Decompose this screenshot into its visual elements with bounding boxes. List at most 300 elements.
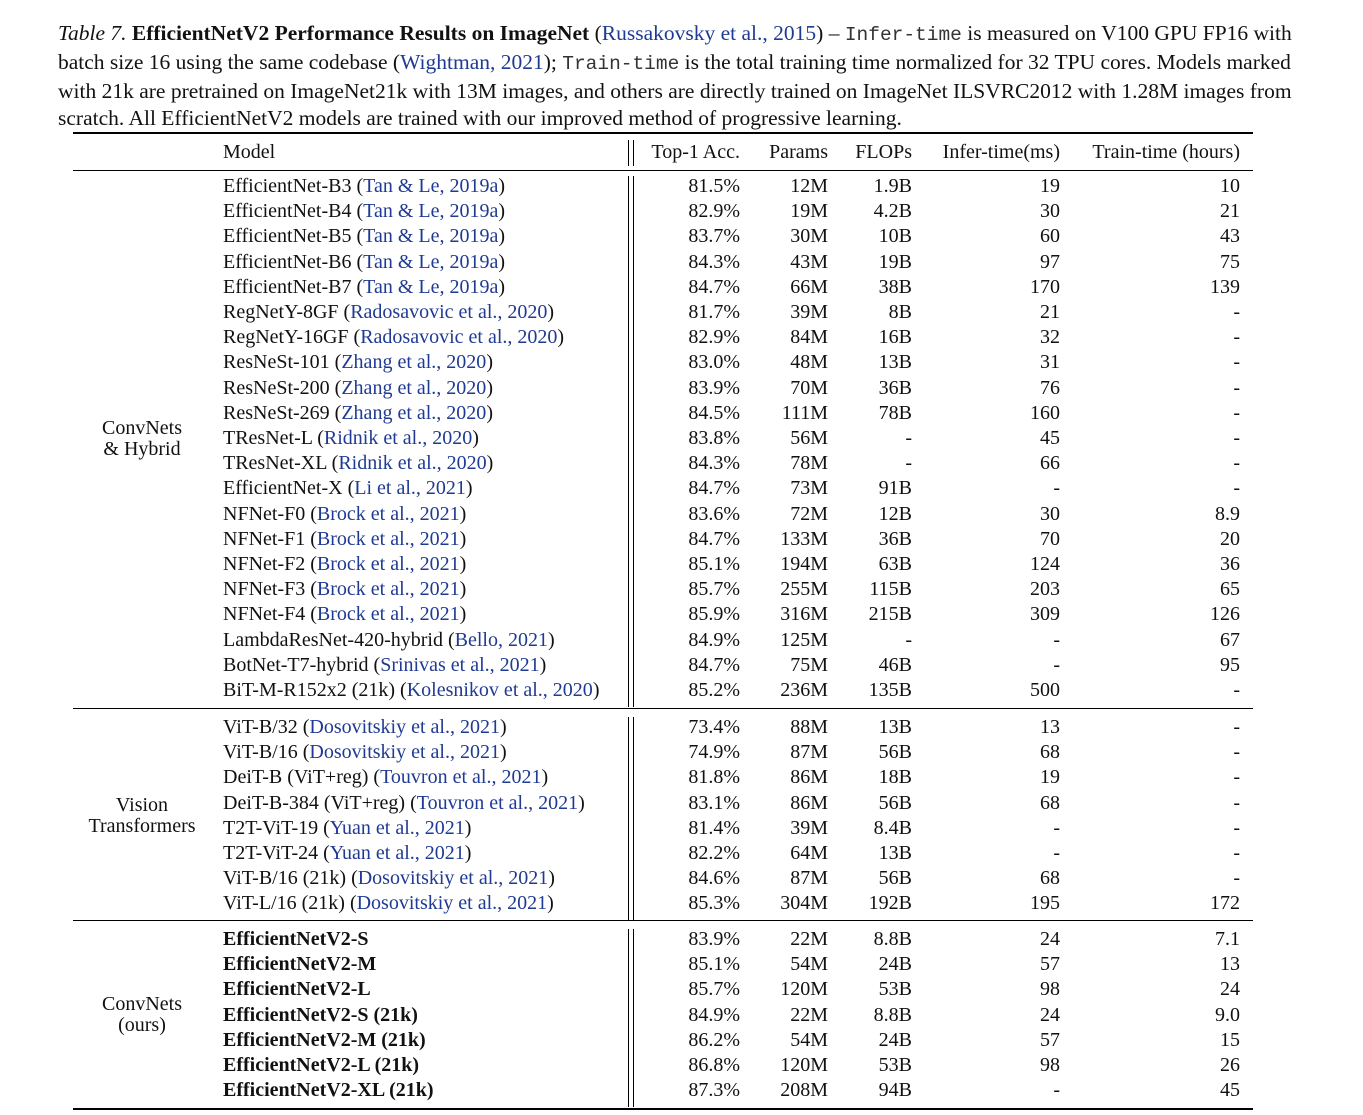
header-train: Train-time (hours): [1092, 141, 1240, 163]
train-cell: 10: [1220, 175, 1240, 197]
citation-link[interactable]: Touvron et al., 2021: [380, 766, 542, 789]
params-cell: 12M: [790, 175, 828, 197]
citation-link[interactable]: Dosovitskiy et al., 2021: [309, 741, 500, 764]
infer-cell: 31: [1040, 351, 1060, 374]
train-cell: -: [1233, 427, 1240, 449]
model-name: BiT-M-R152x2 (21k): [223, 679, 396, 701]
params-cell: 316M: [780, 603, 828, 626]
infer-cell: 57: [1040, 953, 1060, 976]
train-cell: 21: [1220, 200, 1240, 223]
acc-cell: 84.7%: [688, 527, 740, 550]
group-label: [73, 795, 211, 837]
header-double-rule: [628, 140, 634, 166]
infer-cell: 19: [1040, 175, 1060, 197]
caption-text: );: [543, 50, 563, 74]
model-cell: ViT-B/16 (Dosovitskiy et al., 2021): [223, 741, 507, 764]
citation-link[interactable]: Tan & Le, 2019a: [363, 250, 499, 273]
citation-link[interactable]: Dosovitskiy et al., 2021: [356, 892, 548, 915]
table-title: EfficientNetV2 Performance Results on ImageNet: [131, 21, 590, 45]
params-cell: 64M: [790, 842, 828, 864]
train-cell: -: [1233, 452, 1240, 475]
model-cell: TResNet-XL (Ridnik et al., 2020): [223, 452, 494, 475]
citation-link[interactable]: Brock et al., 2021: [316, 578, 460, 601]
infer-cell: -: [1053, 816, 1060, 839]
citation-link[interactable]: Yuan et al., 2021: [329, 842, 465, 864]
citation-link[interactable]: Wightman, 2021: [400, 50, 544, 74]
citation-link[interactable]: Srinivas et al., 2021: [380, 653, 540, 676]
model-name: EfficientNetV2-M: [223, 953, 377, 976]
infer-cell: 24: [1040, 928, 1060, 950]
model-cell: NFNet-F2 (Brock et al., 2021): [223, 553, 467, 575]
caption-text: is the total training time normalized for 32 TPU cores. Models marked with 21k are pretrained on ImageNet21k with 13M images, and others are directly trained on ImageNet ILSVRC2012 with 1.28M images from scratch. All EfficientNetV2 models are trained with our improved method of progressive learning.: [58, 50, 1292, 130]
model-name: EfficientNetV2-L (21k): [223, 1054, 420, 1076]
infer-cell: 66: [1040, 452, 1060, 475]
model-name: EfficientNet-B5: [223, 225, 352, 248]
model-cell: DeiT-B-384 (ViT+reg) (Touvron et al., 2021): [223, 791, 585, 814]
citation-link[interactable]: Zhang et al., 2020: [341, 401, 487, 424]
params-cell: 66M: [790, 275, 828, 298]
model-name: LambdaResNet-420-hybrid: [223, 628, 443, 651]
infer-cell: 98: [1040, 978, 1060, 1001]
caption-code: Infer-time: [844, 24, 962, 46]
citation-link[interactable]: Brock et al., 2021: [316, 553, 460, 575]
infer-cell: 70: [1040, 527, 1060, 550]
train-cell: 9.0: [1215, 1003, 1240, 1026]
acc-cell: 83.9%: [688, 928, 740, 950]
flops-cell: 38B: [878, 275, 912, 298]
acc-cell: 84.3%: [688, 250, 740, 273]
citation-link[interactable]: Ridnik et al., 2020: [323, 427, 473, 449]
citation-link[interactable]: Radosavovic et al., 2020: [360, 326, 558, 349]
model-name: NFNet-F4: [223, 603, 306, 626]
model-cell: [223, 1078, 434, 1102]
model-name: EfficientNetV2-L: [223, 978, 371, 1001]
model-cell: EfficientNet-B5 (Tan & Le, 2019a): [223, 225, 506, 248]
train-cell: -: [1233, 842, 1240, 864]
caption-code: Train-time: [562, 53, 680, 75]
model-cell: LambdaResNet-420-hybrid (Bello, 2021): [223, 628, 555, 651]
model-name: EfficientNetV2-XL (21k): [223, 1079, 434, 1102]
group-label-line1: Vision: [115, 793, 169, 816]
table-top-rule: [73, 132, 1253, 134]
params-cell: 133M: [780, 527, 828, 550]
train-cell: 36: [1220, 553, 1240, 575]
infer-cell: 98: [1040, 1054, 1060, 1076]
acc-cell: 85.2%: [688, 679, 740, 701]
train-cell: -: [1233, 867, 1240, 890]
model-cell: DeiT-B (ViT+reg) (Touvron et al., 2021): [223, 766, 549, 789]
model-name: EfficientNet-B3: [223, 175, 352, 197]
train-cell: -: [1233, 326, 1240, 349]
model-name: NFNet-F2: [223, 553, 306, 575]
caption-text: is measured on V100 GPU FP16 with batch size 16 using the same codebase (: [58, 21, 1292, 74]
acc-cell: 86.8%: [688, 1054, 740, 1076]
acc-cell: 83.0%: [688, 351, 740, 374]
infer-cell: 13: [1040, 716, 1060, 738]
flops-cell: -: [905, 452, 912, 475]
flops-cell: 19B: [878, 250, 912, 273]
model-cell: [223, 977, 371, 1001]
citation-link[interactable]: Zhang et al., 2020: [341, 376, 487, 399]
caption-text: –: [823, 21, 845, 45]
flops-cell: -: [905, 427, 912, 449]
infer-cell: -: [1053, 842, 1060, 864]
acc-cell: 85.9%: [688, 603, 740, 626]
acc-cell: 85.7%: [688, 578, 740, 601]
acc-cell: 81.5%: [688, 175, 740, 197]
infer-cell: 45: [1040, 427, 1060, 449]
acc-cell: 82.9%: [688, 326, 740, 349]
params-cell: 22M: [790, 1003, 828, 1026]
infer-cell: 124: [1030, 553, 1060, 575]
train-cell: 95: [1220, 653, 1240, 676]
flops-cell: 56B: [878, 867, 912, 890]
group-label-line1: ConvNets: [102, 416, 182, 439]
params-cell: 84M: [790, 326, 828, 349]
params-cell: 125M: [780, 628, 828, 651]
header-flops: FLOPs: [855, 141, 912, 163]
infer-cell: 195: [1030, 892, 1060, 915]
model-name: EfficientNet-B7: [223, 275, 352, 298]
train-cell: 15: [1220, 1028, 1240, 1051]
acc-cell: 83.9%: [688, 376, 740, 399]
flops-cell: 13B: [878, 842, 912, 864]
infer-cell: 19: [1040, 766, 1060, 789]
model-name: ViT-B/32: [223, 716, 298, 738]
params-cell: 236M: [780, 679, 828, 701]
model-cell: T2T-ViT-24 (Yuan et al., 2021): [223, 842, 472, 864]
flops-cell: 24B: [878, 953, 912, 976]
flops-cell: 56B: [878, 791, 912, 814]
train-cell: -: [1233, 791, 1240, 814]
model-cell: EfficientNet-B3 (Tan & Le, 2019a): [223, 175, 506, 197]
params-cell: 48M: [790, 351, 828, 374]
acc-cell: 87.3%: [688, 1079, 740, 1102]
model-cell: TResNet-L (Ridnik et al., 2020): [223, 427, 479, 449]
acc-cell: 84.7%: [688, 275, 740, 298]
flops-cell: 115B: [869, 578, 912, 601]
model-name: EfficientNet-X: [223, 477, 343, 500]
flops-cell: 135B: [868, 679, 912, 701]
infer-cell: 97: [1040, 250, 1060, 273]
group-separator-rule: [73, 920, 1253, 921]
params-cell: 56M: [790, 427, 828, 449]
acc-cell: 73.4%: [688, 716, 740, 738]
flops-cell: 8.8B: [873, 1003, 912, 1026]
citation-link[interactable]: Brock et al., 2021: [316, 527, 460, 550]
train-cell: 43: [1220, 225, 1240, 248]
model-cell: EfficientNet-B4 (Tan & Le, 2019a): [223, 200, 506, 223]
citation-link[interactable]: Radosavovic et al., 2020: [350, 301, 548, 323]
infer-cell: 32: [1040, 326, 1060, 349]
infer-cell: 68: [1040, 791, 1060, 814]
flops-cell: 53B: [878, 978, 912, 1001]
params-cell: 78M: [790, 452, 828, 475]
params-cell: 120M: [780, 978, 828, 1001]
train-cell: 75: [1220, 250, 1240, 273]
citation-link[interactable]: Dosovitskiy et al., 2021: [357, 867, 549, 890]
params-cell: 73M: [790, 477, 828, 500]
infer-cell: 500: [1030, 679, 1060, 701]
flops-cell: 1.9B: [873, 175, 912, 197]
citation-link[interactable]: Tan & Le, 2019a: [363, 175, 499, 197]
flops-cell: 56B: [878, 741, 912, 764]
model-name: EfficientNetV2-S (21k): [223, 1003, 418, 1026]
model-cell: ViT-L/16 (21k) (Dosovitskiy et al., 2021): [223, 892, 554, 915]
train-cell: -: [1233, 766, 1240, 789]
model-name: TResNet-L: [223, 427, 313, 449]
group-label-line2: (ours): [118, 1014, 166, 1037]
model-cell: EfficientNet-B7 (Tan & Le, 2019a): [223, 275, 506, 298]
acc-cell: 85.3%: [688, 892, 740, 915]
acc-cell: 85.1%: [688, 553, 740, 575]
acc-cell: 84.9%: [688, 628, 740, 651]
table-label: Table 7.: [58, 21, 127, 45]
flops-cell: 4.2B: [873, 200, 912, 223]
acc-cell: 84.7%: [688, 477, 740, 500]
flops-cell: 16B: [878, 326, 912, 349]
acc-cell: 83.6%: [688, 502, 740, 525]
acc-cell: 74.9%: [688, 741, 740, 764]
model-name: EfficientNetV2-S: [223, 928, 369, 950]
model-cell: T2T-ViT-19 (Yuan et al., 2021): [223, 816, 472, 839]
citation-link[interactable]: Bello, 2021: [454, 628, 548, 651]
model-name: EfficientNetV2-M (21k): [223, 1028, 426, 1051]
model-cell: ViT-B/32 (Dosovitskiy et al., 2021): [223, 716, 507, 738]
params-cell: 22M: [790, 928, 828, 950]
model-cell: [223, 1053, 419, 1077]
acc-cell: 84.6%: [688, 867, 740, 890]
params-cell: 43M: [790, 250, 828, 273]
model-name: RegNetY-8GF: [223, 301, 339, 323]
citation-link[interactable]: Dosovitskiy et al., 2021: [309, 716, 500, 738]
group-label-line2: Transformers: [88, 814, 196, 837]
group-label: [73, 418, 211, 460]
train-cell: -: [1233, 679, 1240, 701]
model-name: DeiT-B-384 (ViT+reg): [223, 791, 406, 814]
params-cell: 86M: [790, 766, 828, 789]
citation-link[interactable]: Zhang et al., 2020: [341, 351, 487, 374]
flops-cell: 192B: [868, 892, 912, 915]
model-cell: ResNeSt-269 (Zhang et al., 2020): [223, 401, 493, 424]
infer-cell: 21: [1040, 301, 1060, 323]
citation-link[interactable]: Brock et al., 2021: [316, 603, 460, 626]
column-double-rule: [628, 176, 634, 707]
model-name: BotNet-T7-hybrid: [223, 653, 369, 676]
train-cell: 139: [1210, 275, 1240, 298]
infer-cell: 24: [1040, 1003, 1060, 1026]
infer-cell: 170: [1030, 275, 1060, 298]
params-cell: 255M: [780, 578, 828, 601]
flops-cell: 78B: [878, 401, 912, 424]
group-label: [73, 994, 211, 1036]
infer-cell: -: [1053, 477, 1060, 500]
model-cell: NFNet-F1 (Brock et al., 2021): [223, 527, 467, 550]
flops-cell: 12B: [878, 502, 912, 525]
infer-cell: -: [1053, 653, 1060, 676]
params-cell: 88M: [790, 716, 828, 738]
model-name: T2T-ViT-24: [223, 842, 319, 864]
group-label-line1: ConvNets: [102, 993, 182, 1016]
flops-cell: 46B: [878, 653, 912, 676]
flops-cell: 91B: [878, 477, 912, 500]
citation-link[interactable]: Yuan et al., 2021: [329, 816, 465, 839]
flops-cell: 63B: [878, 553, 912, 575]
model-name: ResNeSt-200: [223, 376, 330, 399]
params-cell: 208M: [780, 1079, 828, 1102]
flops-cell: 36B: [878, 527, 912, 550]
model-cell: RegNetY-16GF (Radosavovic et al., 2020): [223, 326, 565, 349]
infer-cell: 68: [1040, 867, 1060, 890]
acc-cell: 82.2%: [688, 842, 740, 864]
params-cell: 75M: [790, 653, 828, 676]
header-infer: Infer-time(ms): [942, 141, 1060, 163]
model-cell: EfficientNet-X (Li et al., 2021): [223, 477, 473, 500]
params-cell: 54M: [790, 1028, 828, 1051]
infer-cell: 309: [1030, 603, 1060, 626]
citation-link[interactable]: Brock et al., 2021: [316, 502, 460, 525]
params-cell: 72M: [790, 502, 828, 525]
model-cell: ResNeSt-101 (Zhang et al., 2020): [223, 351, 493, 374]
params-cell: 87M: [790, 867, 828, 890]
train-cell: 126: [1210, 603, 1240, 626]
train-cell: -: [1233, 401, 1240, 424]
flops-cell: 18B: [878, 766, 912, 789]
params-cell: 111M: [781, 401, 828, 424]
model-cell: BotNet-T7-hybrid (Srinivas et al., 2021): [223, 653, 547, 676]
acc-cell: 85.1%: [688, 953, 740, 976]
citation-link[interactable]: Tan & Le, 2019a: [363, 225, 499, 248]
acc-cell: 84.9%: [688, 1003, 740, 1026]
table-bottom-rule: [73, 1108, 1253, 1110]
citation-link[interactable]: Kolesnikov et al., 2020: [406, 679, 593, 701]
infer-cell: 68: [1040, 741, 1060, 764]
flops-cell: -: [905, 628, 912, 651]
model-name: ResNeSt-101: [223, 351, 330, 374]
model-name: NFNet-F3: [223, 578, 306, 601]
train-cell: 26: [1220, 1054, 1240, 1076]
train-cell: -: [1233, 477, 1240, 500]
params-cell: 54M: [790, 953, 828, 976]
acc-cell: 81.8%: [688, 766, 740, 789]
acc-cell: 86.2%: [688, 1028, 740, 1051]
model-cell: RegNetY-8GF (Radosavovic et al., 2020): [223, 301, 555, 323]
params-cell: 87M: [790, 741, 828, 764]
params-cell: 39M: [790, 301, 828, 323]
params-cell: 70M: [790, 376, 828, 399]
infer-cell: 30: [1040, 200, 1060, 223]
acc-cell: 81.4%: [688, 816, 740, 839]
model-name: ViT-B/16: [223, 741, 298, 764]
infer-cell: 76: [1040, 376, 1060, 399]
model-name: ViT-B/16 (21k): [223, 867, 347, 890]
header-params: Params: [769, 141, 828, 163]
flops-cell: 24B: [878, 1028, 912, 1051]
acc-cell: 84.5%: [688, 401, 740, 424]
train-cell: -: [1233, 816, 1240, 839]
train-cell: 45: [1220, 1079, 1240, 1102]
flops-cell: 10B: [878, 225, 912, 248]
infer-cell: 57: [1040, 1028, 1060, 1051]
citation-link[interactable]: Touvron et al., 2021: [416, 791, 579, 814]
group-separator-rule: [73, 708, 1253, 709]
train-cell: 7.1: [1215, 928, 1240, 950]
flops-cell: 94B: [878, 1079, 912, 1102]
params-cell: 120M: [780, 1054, 828, 1076]
table-caption: Table 7. EfficientNetV2 Performance Results on ImageNet (Russakovsky et al., 2015) – Infer-time is measured on V100 GPU FP16 with batch size 16 using the same codebase (Wightman, 2021); Train-time is the total training time normalized for 32 TPU cores. Models marked with 21k are pretrained on ImageNet21k with 13M images, and others are directly trained on ImageNet ILSVRC2012 with 1.28M images from scratch. All EfficientNetV2 models are trained with our improved method of progressive learning.: [58, 21, 1292, 130]
acc-cell: 84.3%: [688, 452, 740, 475]
model-name: RegNetY-16GF: [223, 326, 349, 349]
model-name: T2T-ViT-19: [223, 816, 319, 839]
acc-cell: 83.1%: [688, 791, 740, 814]
model-cell: NFNet-F3 (Brock et al., 2021): [223, 578, 467, 601]
model-cell: ResNeSt-200 (Zhang et al., 2020): [223, 376, 493, 399]
citation-link[interactable]: Russakovsky et al., 2015: [601, 21, 817, 45]
citation-link[interactable]: Ridnik et al., 2020: [338, 452, 487, 475]
model-cell: [223, 1028, 426, 1052]
train-cell: 13: [1220, 953, 1240, 976]
model-name: ResNeSt-269: [223, 401, 330, 424]
model-name: TResNet-XL: [223, 452, 327, 475]
header-model: Model: [223, 141, 276, 163]
acc-cell: 81.7%: [688, 301, 740, 323]
model-cell: [223, 1003, 418, 1027]
train-cell: -: [1233, 716, 1240, 738]
model-cell: ViT-B/16 (21k) (Dosovitskiy et al., 2021): [223, 867, 555, 890]
flops-cell: 8.8B: [873, 928, 912, 950]
acc-cell: 84.7%: [688, 653, 740, 676]
model-name: EfficientNet-B6: [223, 250, 352, 273]
flops-cell: 13B: [878, 351, 912, 374]
train-cell: -: [1233, 351, 1240, 374]
infer-cell: 160: [1030, 401, 1060, 424]
infer-cell: -: [1053, 628, 1060, 651]
model-cell: [223, 927, 369, 951]
citation-link[interactable]: Tan & Le, 2019a: [363, 275, 499, 298]
params-cell: 39M: [790, 816, 828, 839]
model-name: ViT-L/16 (21k): [223, 892, 345, 915]
flops-cell: 13B: [878, 716, 912, 738]
acc-cell: 82.9%: [688, 200, 740, 223]
train-cell: 65: [1220, 578, 1240, 601]
infer-cell: 203: [1030, 578, 1060, 601]
column-double-rule: [628, 717, 634, 921]
group-label-line2: & Hybrid: [103, 437, 181, 460]
params-cell: 304M: [780, 892, 828, 915]
model-cell: EfficientNet-B6 (Tan & Le, 2019a): [223, 250, 506, 273]
model-name: EfficientNet-B4: [223, 200, 352, 223]
column-double-rule: [628, 929, 634, 1107]
flops-cell: 8B: [888, 301, 912, 323]
header-rule: [73, 170, 1253, 171]
train-cell: 8.9: [1215, 502, 1240, 525]
model-cell: NFNet-F4 (Brock et al., 2021): [223, 603, 467, 626]
citation-link[interactable]: Tan & Le, 2019a: [363, 200, 499, 223]
infer-cell: 30: [1040, 502, 1060, 525]
citation-link[interactable]: Li et al., 2021: [354, 477, 466, 500]
params-cell: 194M: [780, 553, 828, 575]
acc-cell: 85.7%: [688, 978, 740, 1001]
params-cell: 19M: [790, 200, 828, 223]
model-name: NFNet-F0: [223, 502, 306, 525]
train-cell: -: [1233, 741, 1240, 764]
train-cell: 20: [1220, 527, 1240, 550]
model-cell: [223, 952, 376, 976]
train-cell: -: [1233, 376, 1240, 399]
flops-cell: 215B: [868, 603, 912, 626]
flops-cell: 36B: [878, 376, 912, 399]
acc-cell: 83.8%: [688, 427, 740, 449]
